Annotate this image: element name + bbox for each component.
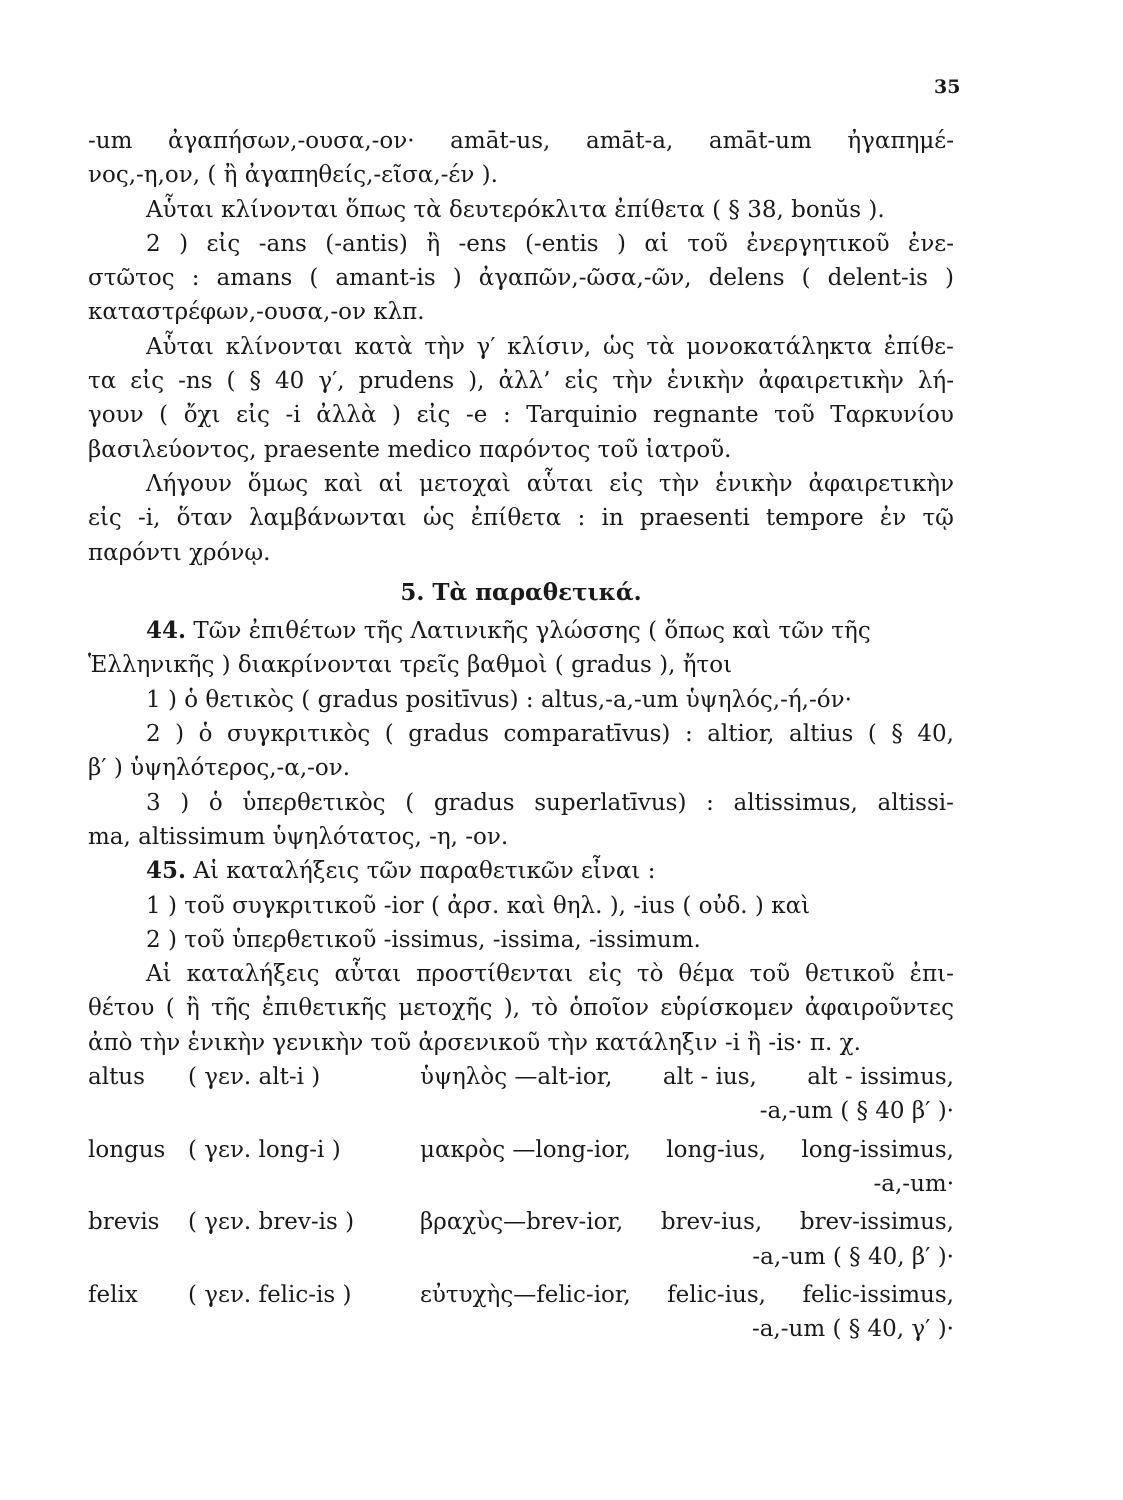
- example-form: βραχὺς—brev-ior,: [420, 1209, 624, 1236]
- page-number: 35: [934, 76, 961, 98]
- example-row: [88, 1205, 954, 1239]
- paragraph-line: βασιλεύοντος, praesente medico παρόντος τοῦ ἰατροῦ.: [88, 436, 732, 463]
- word: ): [180, 789, 190, 816]
- word: (: [801, 265, 811, 292]
- word: θετικοῦ: [805, 961, 895, 988]
- word: (: [159, 402, 169, 429]
- example-form: brev-ius,: [660, 1209, 763, 1236]
- word: ὁποῖον: [569, 995, 649, 1022]
- word: τὸ: [636, 961, 664, 988]
- word: -ans: [258, 230, 307, 257]
- word: τοῦ: [774, 402, 815, 429]
- word: delens: [708, 265, 785, 292]
- example-form: brev-issimus,: [799, 1209, 954, 1236]
- word: ἀλλ’: [498, 368, 551, 395]
- word: 3: [146, 789, 161, 816]
- word: γ′,: [318, 368, 345, 395]
- word: -um: [88, 128, 133, 154]
- word: κλίνονται: [225, 333, 343, 360]
- example-form: felic-ius,: [667, 1281, 766, 1308]
- word: :: [191, 265, 200, 292]
- example-genitive: ( γεν. alt-i ): [188, 1064, 321, 1091]
- word: ἐνε-: [907, 230, 954, 257]
- word: delent-is: [827, 265, 928, 292]
- word: ἢ: [186, 995, 200, 1022]
- word: ὅταν: [176, 505, 233, 532]
- word: ὡς: [602, 333, 635, 360]
- word: -ns: [178, 368, 213, 395]
- word: ἀφαιρετικὴν: [758, 368, 904, 395]
- example-forms: [406, 1060, 954, 1094]
- paragraph-line: [88, 614, 954, 648]
- word: ὑπερθετικὸς: [242, 789, 386, 816]
- body-text: [88, 124, 954, 1350]
- word: ὄχι: [183, 402, 221, 429]
- word: ),: [503, 995, 521, 1022]
- word: θέμα: [678, 961, 735, 988]
- paragraph-line: παρόντι χρόνῳ.: [88, 539, 271, 566]
- word: -i,: [138, 505, 161, 532]
- word: (-entis: [524, 230, 599, 257]
- word: (: [867, 721, 877, 748]
- word: εἰς: [588, 961, 622, 988]
- word: altius: [789, 721, 854, 748]
- word: τὸ: [531, 995, 558, 1022]
- word: regnante: [653, 402, 759, 429]
- word: prudens: [358, 368, 455, 395]
- word: (: [309, 265, 319, 292]
- word: ἢ: [426, 230, 441, 257]
- word: 40: [275, 368, 305, 395]
- example-word: felix: [88, 1281, 138, 1308]
- example-forms: [406, 1278, 954, 1312]
- word: Αἱ: [146, 961, 172, 988]
- paragraph-line: [88, 227, 954, 261]
- paragraph-line: [88, 501, 954, 535]
- word: in: [601, 505, 624, 532]
- word: εἰς: [130, 368, 165, 395]
- example-genitive: ( γεν. brev-is ): [188, 1209, 355, 1236]
- list-item: 1 ) τοῦ συγκριτικοῦ -ior ( ἀρσ. καὶ θηλ. ), -ius ( οὐδ. ) καὶ: [146, 892, 811, 919]
- word: τοῦ: [687, 230, 728, 257]
- section-text: Τῶν ἐπιθέτων τῆς Λατινικῆς γλώσσης ( ὅπως καὶ τῶν τῆς: [193, 618, 871, 645]
- word: τα: [88, 368, 117, 395]
- word: :: [684, 721, 693, 748]
- example-form: alt - issimus,: [807, 1064, 954, 1091]
- word: Αὗται: [146, 333, 214, 360]
- example-row: [88, 1133, 954, 1167]
- paragraph-line: Αὗται κλίνονται ὅπως τὰ δευτερόκλιτα ἐπίθετα ( § 38, bonŭs ).: [146, 196, 885, 223]
- example-form: μακρὸς —long-ior,: [420, 1136, 631, 1163]
- word: superlatīvus): [534, 789, 687, 816]
- paragraph-line: [88, 398, 954, 432]
- word: praesenti: [639, 505, 750, 532]
- word: (: [165, 995, 175, 1022]
- word: ): [179, 230, 189, 257]
- word: ἐν: [879, 505, 907, 532]
- word: -i: [285, 402, 301, 429]
- section-number: 44.: [146, 617, 187, 645]
- word: καταλήξεις: [186, 961, 320, 988]
- example-genitive: ( γεν. felic-is ): [188, 1281, 352, 1308]
- word: (-antis): [325, 230, 408, 257]
- word: εἰς: [564, 368, 599, 395]
- word: altior,: [707, 721, 775, 748]
- word: αἱ: [378, 470, 404, 497]
- example-forms: [406, 1205, 954, 1239]
- word: ἐπίθετα: [470, 505, 562, 532]
- word: ἀγαπῶν,-ῶσα,-ῶν,: [478, 265, 692, 292]
- word: μονοκατάληκτα: [686, 333, 873, 360]
- word: στῶτος: [88, 265, 175, 292]
- word: τὰ: [646, 333, 675, 360]
- section-text: Αἱ καταλήξεις τῶν παραθετικῶν εἶναι :: [193, 858, 656, 885]
- word: -e: [465, 402, 488, 429]
- word: τῆς: [211, 995, 251, 1022]
- word: ): [452, 265, 462, 292]
- paragraph-line: [88, 364, 954, 398]
- word: tempore: [765, 505, 864, 532]
- example-continuation: -a,-um ( § 40 β′ )·: [759, 1098, 954, 1125]
- word: :: [577, 505, 586, 532]
- word: ἀλλὰ: [316, 402, 377, 429]
- word: 2: [146, 230, 161, 257]
- word: (: [226, 368, 236, 395]
- paragraph-line: [88, 957, 954, 991]
- word: λή-: [917, 368, 954, 395]
- word: θέτου: [88, 995, 155, 1022]
- example-row: [88, 1060, 954, 1094]
- example-form: ὑψηλὸς —alt-ior,: [420, 1064, 613, 1091]
- example-word: brevis: [88, 1209, 160, 1236]
- word: γ′: [476, 333, 496, 360]
- word: amant-is: [335, 265, 436, 292]
- word: ),: [468, 368, 485, 395]
- word: Ταρκυνίου: [830, 402, 954, 429]
- example-form: long-ius,: [666, 1136, 767, 1163]
- word: ἑνικὴν: [666, 368, 745, 395]
- word: αὗται: [334, 961, 402, 988]
- word: τοῦ: [749, 961, 791, 988]
- example-continuation: -a,-um ( § 40, β′ )·: [752, 1243, 954, 1270]
- word: ἐνεργητικοῦ: [746, 230, 890, 257]
- example-continuation: -a,-um ( § 40, γ′ )·: [751, 1316, 954, 1343]
- word: ἀγαπήσων,-ουσα,-ον·: [168, 128, 415, 154]
- word: τῷ: [922, 505, 954, 532]
- paragraph-line: [88, 124, 954, 158]
- word: comparatīvus): [503, 721, 671, 748]
- word: ἑνικὴν: [715, 470, 793, 497]
- paragraph-line: Ἑλληνικῆς ) διακρίνονται τρεῖς βαθμοὶ ( gradus ), ἤτοι: [88, 652, 733, 679]
- word: gradus: [408, 721, 490, 748]
- example-genitive: ( γεν. long-i ): [188, 1136, 341, 1163]
- word: μετοχῆς: [398, 995, 493, 1022]
- paragraph-line: [88, 467, 954, 501]
- word: τὴν: [424, 333, 465, 360]
- word: τὴν: [658, 470, 700, 497]
- word: :: [706, 789, 714, 816]
- word: amāt-um: [708, 128, 812, 154]
- list-item: [88, 786, 954, 820]
- paragraph-line: νος,-η,ον, ( ἢ ἀγαπηθείς,-εῖσα,-έν ).: [88, 162, 498, 189]
- example-form: alt - ius,: [662, 1064, 757, 1091]
- word: (: [384, 721, 394, 748]
- section-number: 45.: [146, 857, 187, 885]
- list-item: 2 ) τοῦ ὑπερθετικοῦ -issimus, -issima, -issimum.: [146, 926, 701, 953]
- word: amāt-us,: [450, 128, 551, 154]
- word: altissi-: [877, 789, 954, 816]
- word: ὅμως: [247, 470, 309, 497]
- word: κατὰ: [354, 333, 413, 360]
- word: μετοχαὶ: [419, 470, 511, 497]
- word: amāt-a,: [585, 128, 674, 154]
- word: Tarquinio: [526, 402, 638, 429]
- word: αὗται: [526, 470, 594, 497]
- word: καὶ: [323, 470, 363, 497]
- word: (: [405, 789, 415, 816]
- example-word: longus: [88, 1136, 166, 1163]
- paragraph-line: [88, 854, 954, 888]
- section-heading: 5. Τὰ παραθετικά.: [400, 578, 642, 606]
- word: ἠγαπημέ-: [847, 128, 954, 154]
- word: ἐπίθε-: [883, 333, 954, 360]
- word: συγκριτικὸς: [227, 721, 371, 748]
- word: -ens: [458, 230, 507, 257]
- paragraph-line: ma, altissimum ὑψηλότατος, -η, -ον.: [88, 823, 509, 850]
- word: εὑρίσκομεν: [660, 995, 794, 1022]
- word: λαμβάνωνται: [248, 505, 407, 532]
- paragraph-line: ἀπὸ τὴν ἑνικὴν γενικὴν τοῦ ἀρσενικοῦ τὴν κατάληξιν -i ἢ -is· π. χ.: [88, 1029, 861, 1056]
- word: εἰς: [416, 402, 451, 429]
- word: ὡς: [423, 505, 455, 532]
- word: εἰς: [206, 230, 241, 257]
- word: :: [502, 402, 511, 429]
- example-row: [88, 1278, 954, 1312]
- word: ): [175, 721, 185, 748]
- example-form: felic-issimus,: [802, 1281, 954, 1308]
- word: τὴν: [612, 368, 653, 395]
- paragraph-line: [88, 261, 954, 295]
- example-forms: [406, 1133, 954, 1167]
- paragraph-line: [88, 991, 954, 1025]
- word: altissimus,: [733, 789, 858, 816]
- word: ): [392, 402, 401, 429]
- paragraph-line: β′ ) ὑψηλότερος,-α,-ον.: [88, 755, 351, 782]
- word: ἐπι-: [909, 961, 954, 988]
- word: ): [616, 230, 626, 257]
- word: ὁ: [198, 721, 213, 748]
- word: Λήγουν: [146, 470, 232, 497]
- word: ὁ: [208, 789, 223, 816]
- word: gradus: [433, 789, 515, 816]
- word: 40,: [917, 721, 954, 748]
- word: κλίσιν,: [507, 333, 592, 360]
- example-word: altus: [88, 1064, 145, 1091]
- word: ἐπιθετικῆς: [261, 995, 387, 1022]
- word: §: [891, 721, 903, 748]
- word: ἀφαιροῦντες: [804, 995, 954, 1022]
- list-item: [88, 717, 954, 751]
- paragraph-line: [88, 330, 954, 364]
- word: 2: [146, 721, 161, 748]
- word: γουν: [88, 402, 144, 429]
- word: §: [249, 368, 262, 395]
- word: amans: [216, 265, 293, 292]
- word: ): [945, 265, 954, 292]
- word: αἱ: [644, 230, 669, 257]
- word: προστίθενται: [416, 961, 574, 988]
- word: εἰς: [236, 402, 270, 429]
- example-form: long-issimus,: [801, 1136, 954, 1163]
- word: εἰς: [609, 470, 644, 497]
- list-item: 1 ) ὁ θετικὸς ( gradus positīvus) : altus,-a,-um ὑψηλός,-ή,-όν·: [146, 686, 852, 713]
- word: ἀφαιρετικὴν: [808, 470, 954, 497]
- example-continuation: -a,-um·: [873, 1170, 954, 1197]
- example-form: εὐτυχὴς—felic-ior,: [420, 1281, 631, 1308]
- paragraph-line: καταστρέφων,-ουσα,-ον κλπ.: [88, 299, 425, 326]
- word: εἰς: [88, 505, 122, 532]
